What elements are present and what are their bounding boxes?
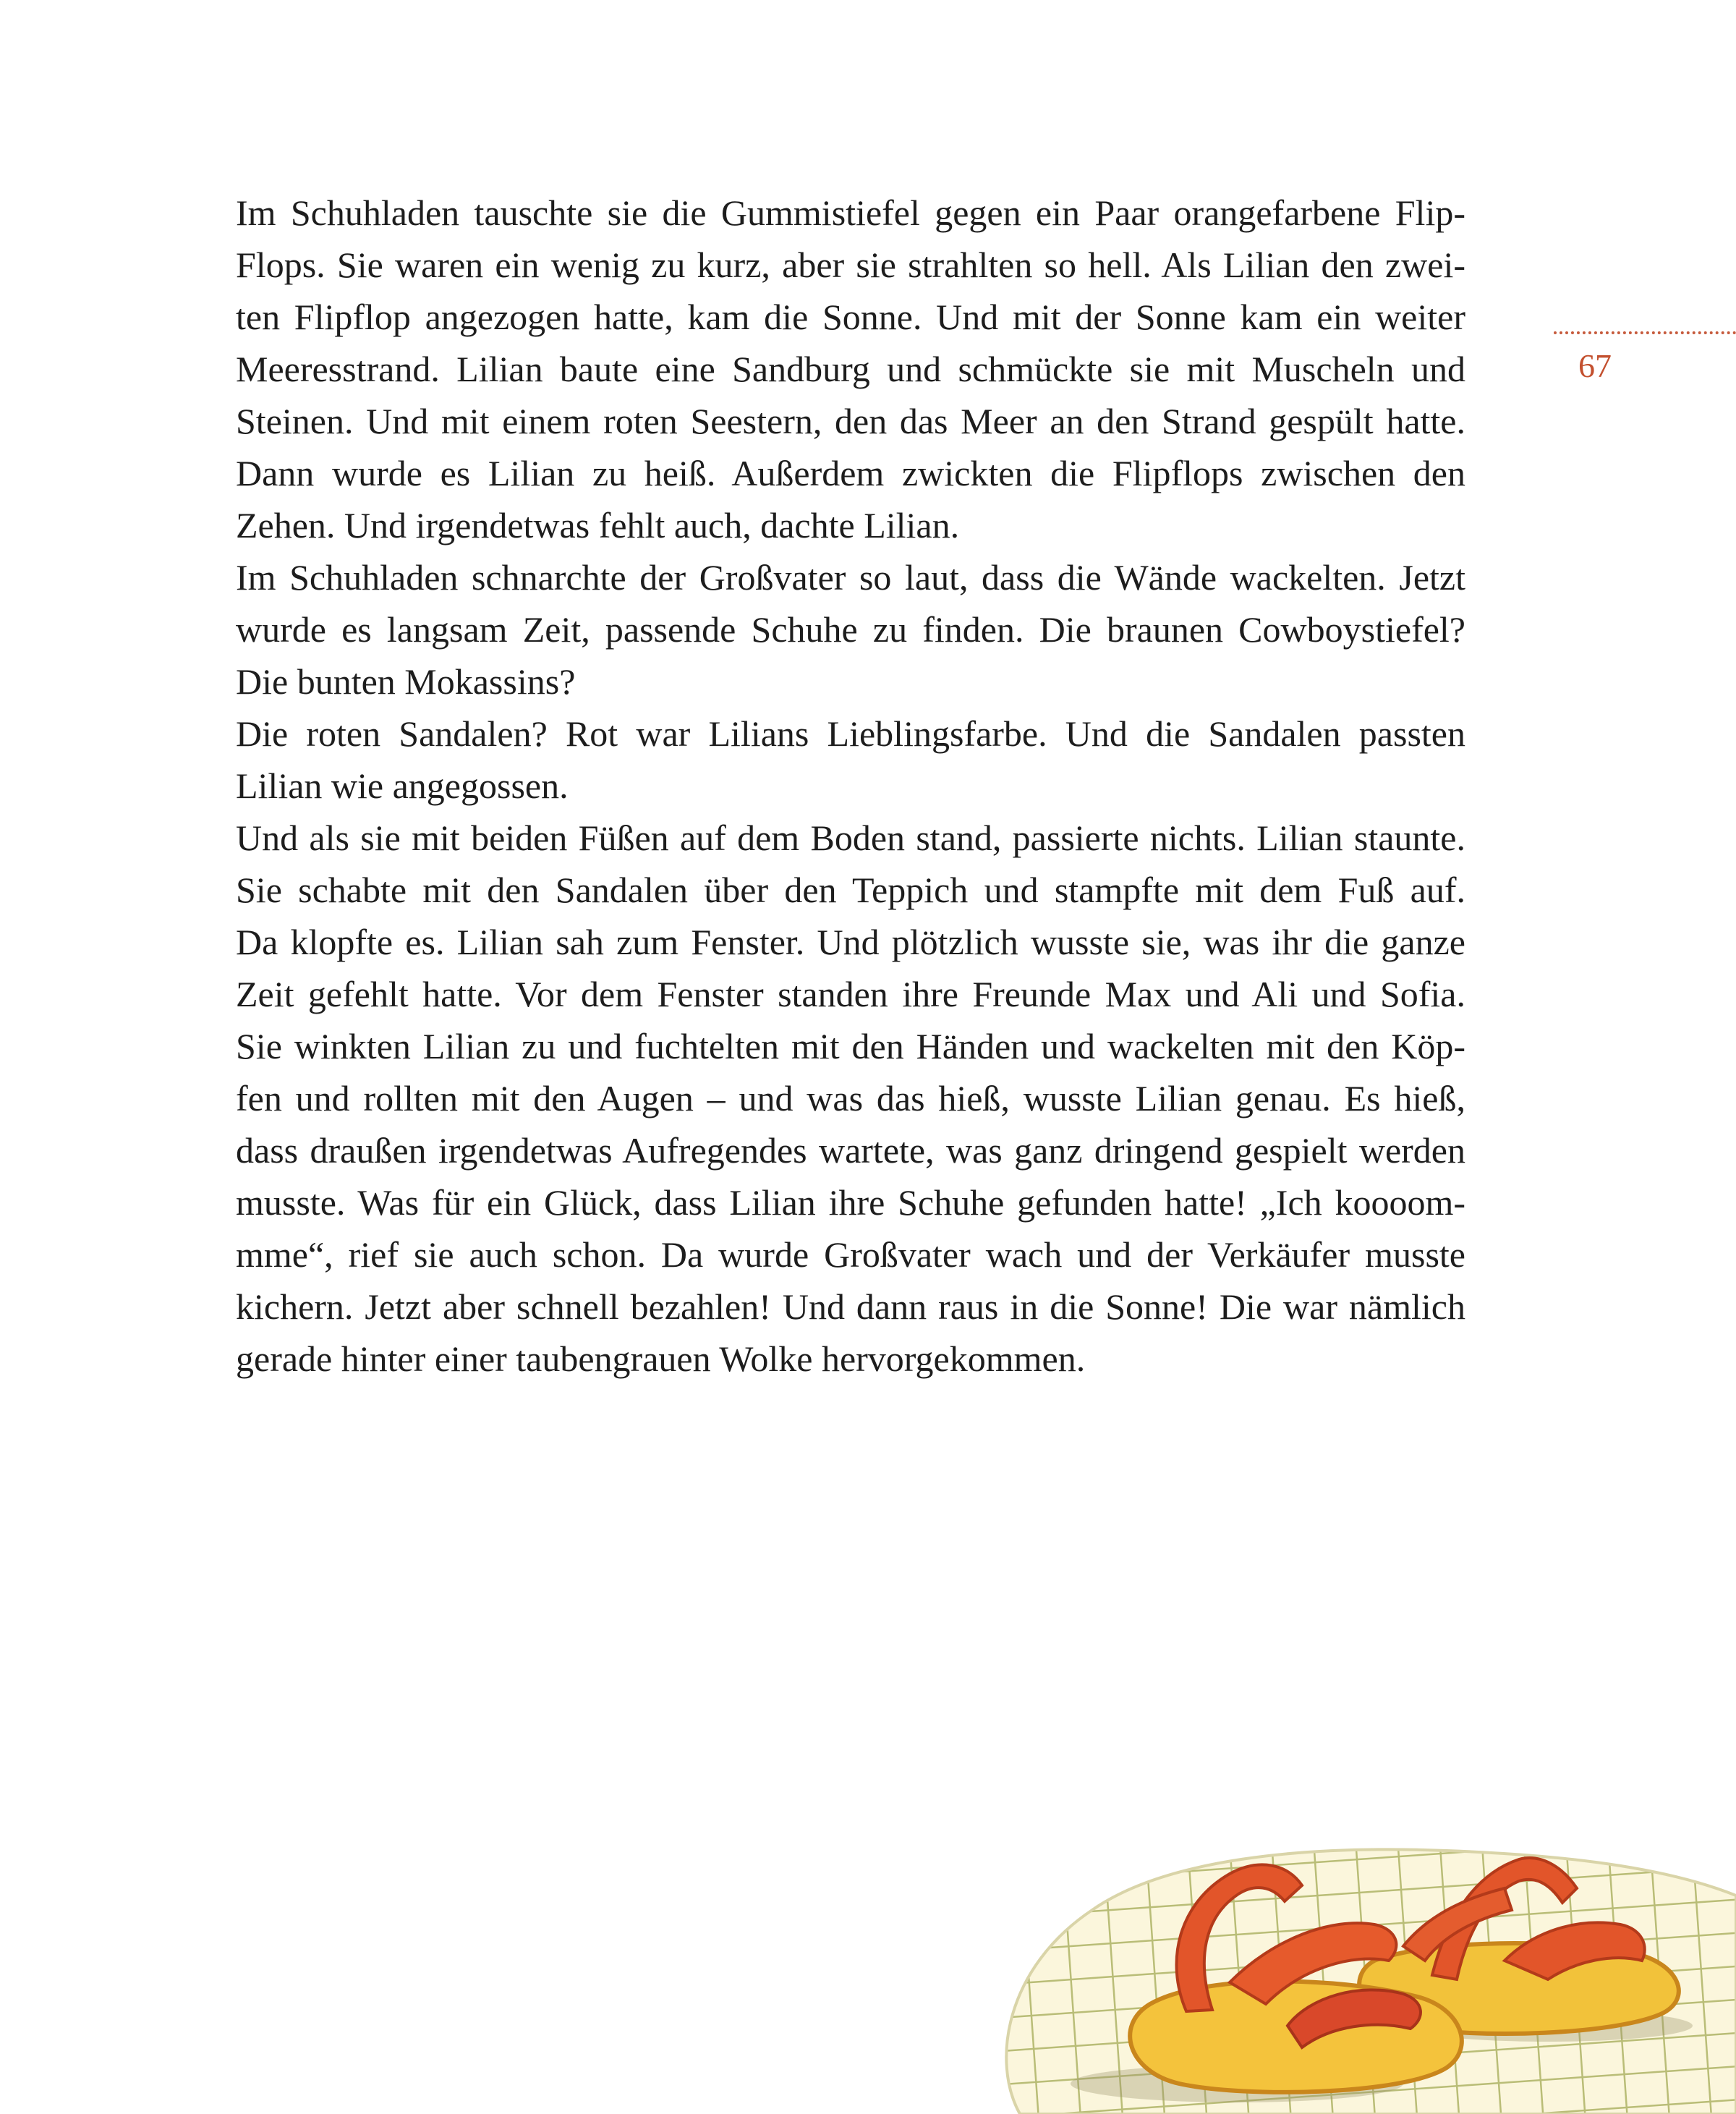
- text-line: gerade hinter einer taubengrauen Wolke hervorgekommen.: [236, 1338, 1086, 1379]
- text-line: Steinen. Und mit einem roten Seestern, den das Meer an den Strand gespült hatte.: [236, 401, 1465, 441]
- text-line: Im Schuhladen tauschte sie die Gummistiefel gegen ein Paar orangefarbene Flip-: [236, 192, 1465, 233]
- text-line: Die bunten Mokassins?: [236, 661, 576, 702]
- text-line: Sie winkten Lilian zu und fuchtelten mit den Händen und wackelten mit den Köp-: [236, 1026, 1465, 1066]
- text-line: mme“, rief sie auch schon. Da wurde Großvater wach und der Verkäufer musste: [236, 1234, 1465, 1275]
- text-line: Dann wurde es Lilian zu heiß. Außerdem zwickten die Flipflops zwischen den: [236, 453, 1465, 493]
- folio-dotted-rule: [1554, 331, 1736, 334]
- text-line: Flops. Sie waren ein wenig zu kurz, aber sie strahlten so hell. Als Lilian den zwei-: [236, 245, 1465, 285]
- text-line: Und als sie mit beiden Füßen auf dem Boden stand, passierte nichts. Lilian staunte.: [236, 818, 1465, 858]
- sandals-illustration: [926, 1722, 1736, 2114]
- text-line: kichern. Jetzt aber schnell bezahlen! Und dann raus in die Sonne! Die war nämlich: [236, 1286, 1465, 1327]
- text-line: Die roten Sandalen? Rot war Lilians Lieblingsfarbe. Und die Sandalen passten: [236, 713, 1465, 754]
- text-line: ten Flipflop angezogen hatte, kam die Sonne. Und mit der Sonne kam ein weiter: [236, 297, 1465, 337]
- text-line: Zehen. Und irgendetwas fehlt auch, dachte Lilian.: [236, 505, 960, 546]
- text-line: Meeresstrand. Lilian baute eine Sandburg und schmückte sie mit Muscheln und: [236, 349, 1465, 389]
- text-line: Zeit gefehlt hatte. Vor dem Fenster standen ihre Freunde Max und Ali und Sofia.: [236, 974, 1465, 1014]
- page-number: 67: [1578, 347, 1612, 384]
- text-line: Lilian wie angegossen.: [236, 765, 569, 806]
- text-line: wurde es langsam Zeit, passende Schuhe zu finden. Die braunen Cowboystiefel?: [236, 609, 1465, 650]
- text-line: musste. Was für ein Glück, dass Lilian ihre Schuhe gefunden hatte! „Ich koooom-: [236, 1182, 1465, 1223]
- text-line: dass draußen irgendetwas Aufregendes wartete, was ganz dringend gespielt werden: [236, 1130, 1465, 1171]
- text-line: fen und rollten mit den Augen – und was das hieß, wusste Lilian genau. Es hieß,: [236, 1078, 1465, 1118]
- story-text: [236, 187, 1465, 1385]
- text-line: Sie schabte mit den Sandalen über den Teppich und stampfte mit dem Fuß auf.: [236, 870, 1465, 910]
- text-line: Da klopfte es. Lilian sah zum Fenster. Und plötzlich wusste sie, was ihr die ganze: [236, 922, 1465, 962]
- text-line: Im Schuhladen schnarchte der Großvater so laut, dass die Wände wackelten. Jetzt: [236, 557, 1465, 598]
